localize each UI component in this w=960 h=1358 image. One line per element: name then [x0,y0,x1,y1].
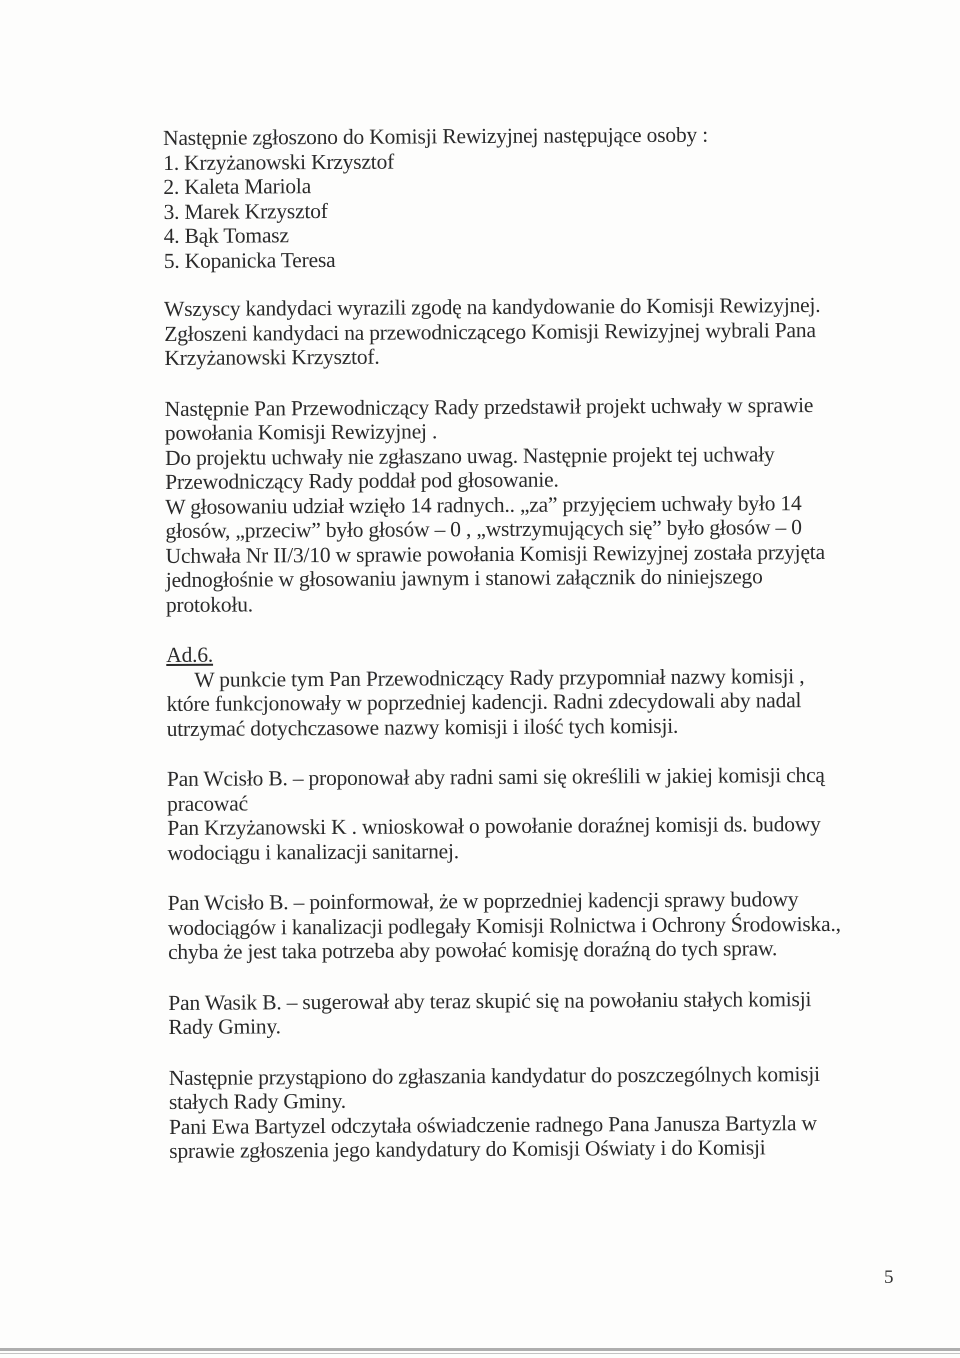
text-line: Pan Wcisło B. – proponował aby radni sami się określili w jakiej komisji chcą [166,762,825,791]
text-line: powołania Komisji Rewizyjnej . [164,419,438,445]
scan-edge [0,1353,960,1354]
text-line: protokołu. [165,591,253,617]
intro-line: Następnie zgłoszono do Komisji Rewizyjnej następujące osoby : [163,122,709,150]
text-line: Krzyżanowski Krzysztof. [164,344,380,370]
text-line: Pani Ewa Bartyzel odczytała oświadczenie radnego Pana Janusza Bartyzla w [169,1110,817,1139]
text-line: Pan Wasik B. – sugerował aby teraz skupić się na powołaniu stałych komisji [168,986,812,1015]
committees-paragraph [166,663,886,741]
scan-edge [0,1348,960,1351]
text-line: Pan Wcisło B. – poinformował, że w poprzedniej kadencji sprawy budowy [167,887,799,915]
text-line: stałych Rady Gminy. [168,1088,346,1114]
text-line: sprawie zgłoszenia jego kandydatury do Komisji Oświaty i do Komisji [169,1135,766,1163]
candidacy-paragraph [169,1061,890,1163]
text-line: utrzymać dotychczasowe nazwy komisji i ilość tych komisji. [166,713,679,741]
text-line: Przewodniczący Rady poddał pod głosowanie. [165,467,559,494]
candidate-list [163,146,884,273]
text-line: W głosowaniu udział wzięło 14 radnych.. „za” przyjęciem uchwały było 14 [165,490,802,519]
section-heading-ad6: Ad.6. [166,642,214,667]
candidate-item: 5. Kopanicka Teresa [163,247,336,273]
text-line: Do projektu uchwały nie zgłaszano uwag. Następnie projekt tej uchwały [164,441,775,470]
text-line: W punkcie tym Pan Przewodniczący Rady przypomniał nazwy komisji , [194,663,805,692]
text-line: Zgłoszeni kandydaci na przewodniczącego Komisji Rewizyjnej wybrali Pana [164,317,816,346]
consent-paragraph [164,293,884,371]
resolution-paragraph [165,392,886,617]
candidate-item: 1. Krzyżanowski Krzysztof [163,149,395,175]
proposals-paragraph [167,763,888,865]
candidate-item: 4. Bąk Tomasz [163,223,289,248]
text-line: Rady Gminy. [168,1014,281,1039]
page-number: 5 [884,1267,894,1288]
text-line: Następnie przystąpiono do zgłaszania kandydatur do poszczególnych komisji [168,1061,820,1090]
candidate-item: 3. Marek Krzysztof [163,198,328,224]
text-line: chyba że jest taka potrzeba aby powołać komisję doraźną do tych spraw. [167,936,778,964]
text-line: które funkcjonowały w poprzedniej kadencji. Radni zdecydowali aby nadal [166,688,802,716]
text-line: Uchwała Nr II/3/10 w sprawie powołania Komisji Rewizyjnej została przyjęta [165,539,825,568]
text-line: jednogłośnie w głosowaniu jawnym i stanowi załącznik do niniejszego [165,564,763,592]
candidate-item: 2. Kaleta Mariola [163,174,312,199]
text-line: wodociągu i kanalizacji sanitarnej. [167,838,460,865]
document-body [163,122,889,1164]
suggestion-paragraph [168,986,888,1039]
text-line: Pan Krzyżanowski K . wnioskował o powołanie doraźnej komisji ds. budowy [167,811,821,840]
text-line: Wszyscy kandydaci wyrazili zgodę na kandydowanie do Komisji Rewizyjnej. [164,292,821,321]
information-paragraph [168,887,888,965]
text-line: wodociągów i kanalizacji podlegały Komisji Rolnictwa i Ochrony Środowiska., [167,911,841,940]
text-line: głosów, „przeciw” było głosów – 0 , „wstrzymujących się” było głosów – 0 [165,515,802,543]
text-line: pracować [167,790,248,816]
text-line: Następnie Pan Przewodniczący Rady przedstawił projekt uchwały w sprawie [164,392,814,421]
